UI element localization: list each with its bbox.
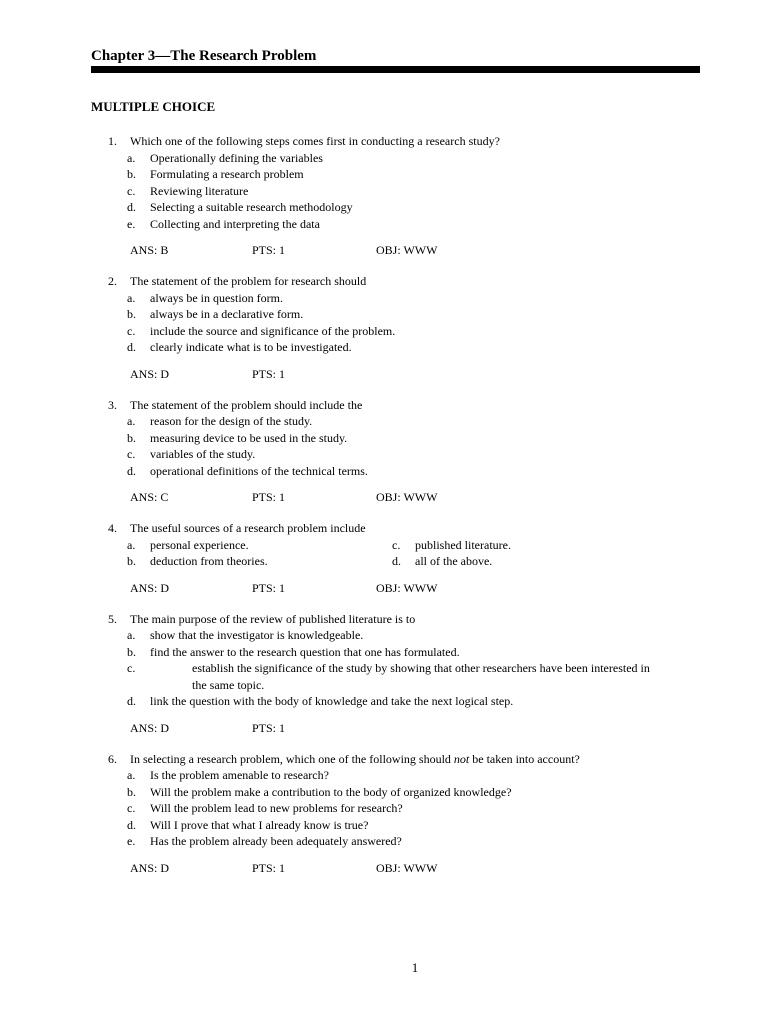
choice-list: [108, 627, 708, 710]
choice-letter: c.: [127, 323, 136, 338]
answer-key: ANS: D: [130, 366, 170, 381]
answer-key: ANS: B: [130, 243, 169, 257]
choice-text: personal experience.: [150, 537, 249, 552]
choice-letter: a.: [127, 537, 136, 552]
objective: OBJ: WWW: [376, 860, 438, 875]
choice-letter: b.: [127, 167, 136, 181]
choice-list: [108, 150, 708, 233]
choice-a: [108, 150, 708, 167]
question-number: 2.: [108, 274, 117, 288]
choice-letter: c.: [127, 447, 136, 461]
answer-line: [108, 242, 708, 259]
points: PTS: 1: [252, 243, 286, 257]
choice-text: measuring device to be used in the study.: [150, 430, 348, 445]
choice-letter: e.: [127, 834, 136, 848]
choice-letter: d.: [127, 694, 136, 708]
choice-row: [108, 553, 708, 570]
choice-text: Is the problem amenable to research?: [150, 768, 329, 782]
choice-a: [108, 290, 708, 307]
choice-letter: d.: [127, 340, 136, 354]
choice-text: include the source and significance of the problem.: [150, 323, 396, 338]
choice-text: Collecting and interpreting the data: [150, 216, 320, 231]
choice-d: [108, 199, 708, 216]
question-list: [108, 133, 708, 891]
title-rule: [91, 66, 700, 73]
answer-key: ANS: D: [130, 580, 170, 595]
objective: OBJ: WWW: [376, 243, 438, 257]
choice-letter: d.: [127, 817, 136, 832]
objective: OBJ: WWW: [376, 580, 438, 595]
points: PTS: 1: [252, 366, 286, 381]
question-5: [108, 611, 708, 737]
answer-line: [108, 580, 708, 597]
choice-text: always be in a declarative form.: [150, 307, 304, 321]
choice-letter: b.: [127, 554, 136, 568]
question-1: [108, 133, 708, 259]
choice-text: link the question with the body of knowledge and take the next logical step.: [150, 694, 514, 708]
choice-grid: [108, 537, 708, 570]
choice-letter: d.: [127, 200, 136, 214]
question-text-before: In selecting a research problem, which one of the following should: [130, 751, 454, 766]
choice-letter: a.: [127, 768, 136, 782]
choice-a: [108, 767, 708, 784]
question-number: 3.: [108, 397, 117, 412]
question-stem: [108, 751, 708, 768]
choice-text: establish the significance of the study by showing that other researchers have been interested in the same topic.: [192, 661, 650, 692]
points: PTS: 1: [252, 580, 286, 595]
choice-d: [108, 693, 708, 710]
choice-b: [108, 166, 708, 183]
question-stem: [108, 273, 708, 290]
choice-letter: a.: [127, 628, 136, 642]
answer-line: [108, 489, 708, 506]
choice-letter: c.: [127, 183, 136, 198]
section-heading: MULTIPLE CHOICE: [91, 99, 216, 114]
choice-text: deduction from theories.: [150, 554, 268, 568]
choice-e: [108, 833, 708, 850]
page-number: 1: [411, 960, 419, 975]
choice-b: [108, 306, 708, 323]
choice-row: [108, 537, 708, 554]
chapter-title: Chapter 3—The Research Problem: [91, 48, 317, 64]
choice-text: published literature.: [415, 537, 511, 552]
choice-b: [108, 644, 708, 661]
choice-text: all of the above.: [415, 554, 493, 568]
choice-d: [108, 817, 708, 834]
question-text-after: be taken into account?: [469, 751, 580, 766]
question-stem: [108, 611, 708, 628]
choice-c: [108, 800, 708, 817]
choice-text: Will the problem lead to new problems for research?: [150, 801, 403, 815]
choice-text: always be in question form.: [150, 290, 283, 305]
choice-list: [108, 290, 708, 356]
question-text: The useful sources of a research problem include: [130, 521, 366, 535]
question-number: 4.: [108, 521, 117, 535]
choice-letter: c.: [392, 537, 401, 552]
objective: OBJ: WWW: [376, 490, 438, 504]
choice-text: Has the problem already been adequately answered?: [150, 834, 402, 848]
choice-letter: c.: [127, 661, 136, 675]
question-stem: [108, 397, 708, 414]
choice-letter: d.: [127, 463, 136, 478]
choice-text: Will the problem make a contribution to the body of organized knowledge?: [150, 784, 512, 799]
choice-letter: a.: [127, 290, 136, 305]
question-number: 1.: [108, 134, 117, 148]
question-text: The statement of the problem for research should: [130, 274, 367, 288]
answer-line: [108, 366, 708, 383]
choice-text: Reviewing literature: [150, 183, 249, 198]
question-text: The main purpose of the review of published literature is to: [130, 611, 416, 626]
question-stem: [108, 520, 708, 537]
choice-list: [108, 413, 708, 479]
choice-letter: b.: [127, 307, 136, 321]
choice-letter: e.: [127, 216, 136, 231]
question-4: [108, 520, 708, 597]
choice-c: [108, 183, 708, 200]
question-text: The statement of the problem should include the: [130, 397, 363, 412]
choice-d: [108, 463, 708, 480]
question-3: [108, 397, 708, 507]
choice-text: Formulating a research problem: [150, 167, 304, 181]
points: PTS: 1: [252, 490, 286, 504]
choice-text: variables of the study.: [150, 447, 256, 461]
choice-b: [108, 430, 708, 447]
choice-d: [108, 339, 708, 356]
choice-e: [108, 216, 708, 233]
choice-text: show that the investigator is knowledgeable.: [150, 628, 364, 642]
choice-letter: a.: [127, 150, 136, 165]
points: PTS: 1: [252, 720, 286, 735]
answer-line: [108, 860, 708, 877]
answer-key: ANS: D: [130, 720, 170, 735]
answer-key: ANS: C: [130, 490, 169, 504]
choice-a: [108, 627, 708, 644]
choice-b: [108, 784, 708, 801]
choice-c: [108, 660, 708, 693]
question-text-emphasis: not: [453, 751, 470, 766]
choice-text: Will I prove that what I already know is true?: [150, 817, 369, 832]
question-stem: [108, 133, 708, 150]
choice-c: [108, 446, 708, 463]
question-6: [108, 751, 708, 877]
choice-text: clearly indicate what is to be investigated.: [150, 340, 352, 354]
question-text: [130, 751, 580, 768]
choice-letter: b.: [127, 644, 136, 659]
choice-a: [108, 413, 708, 430]
choice-letter: d.: [392, 554, 401, 568]
question-number: 5.: [108, 611, 117, 626]
choice-text: find the answer to the research question that one has formulated.: [150, 644, 460, 659]
choice-letter: c.: [127, 801, 136, 815]
choice-text: Operationally defining the variables: [150, 150, 323, 165]
choice-text: operational definitions of the technical terms.: [150, 463, 368, 478]
question-2: [108, 273, 708, 383]
choice-text: reason for the design of the study.: [150, 414, 313, 428]
answer-key: ANS: D: [130, 860, 170, 875]
choice-letter: a.: [127, 414, 136, 428]
choice-list: [108, 767, 708, 850]
answer-line: [108, 720, 708, 737]
question-text: Which one of the following steps comes first in conducting a research study?: [130, 134, 500, 148]
choice-letter: b.: [127, 430, 136, 445]
choice-letter: b.: [127, 784, 136, 799]
choice-text: Selecting a suitable research methodology: [150, 200, 353, 214]
points: PTS: 1: [252, 860, 286, 875]
choice-c: [108, 323, 708, 340]
question-number: 6.: [108, 751, 117, 766]
